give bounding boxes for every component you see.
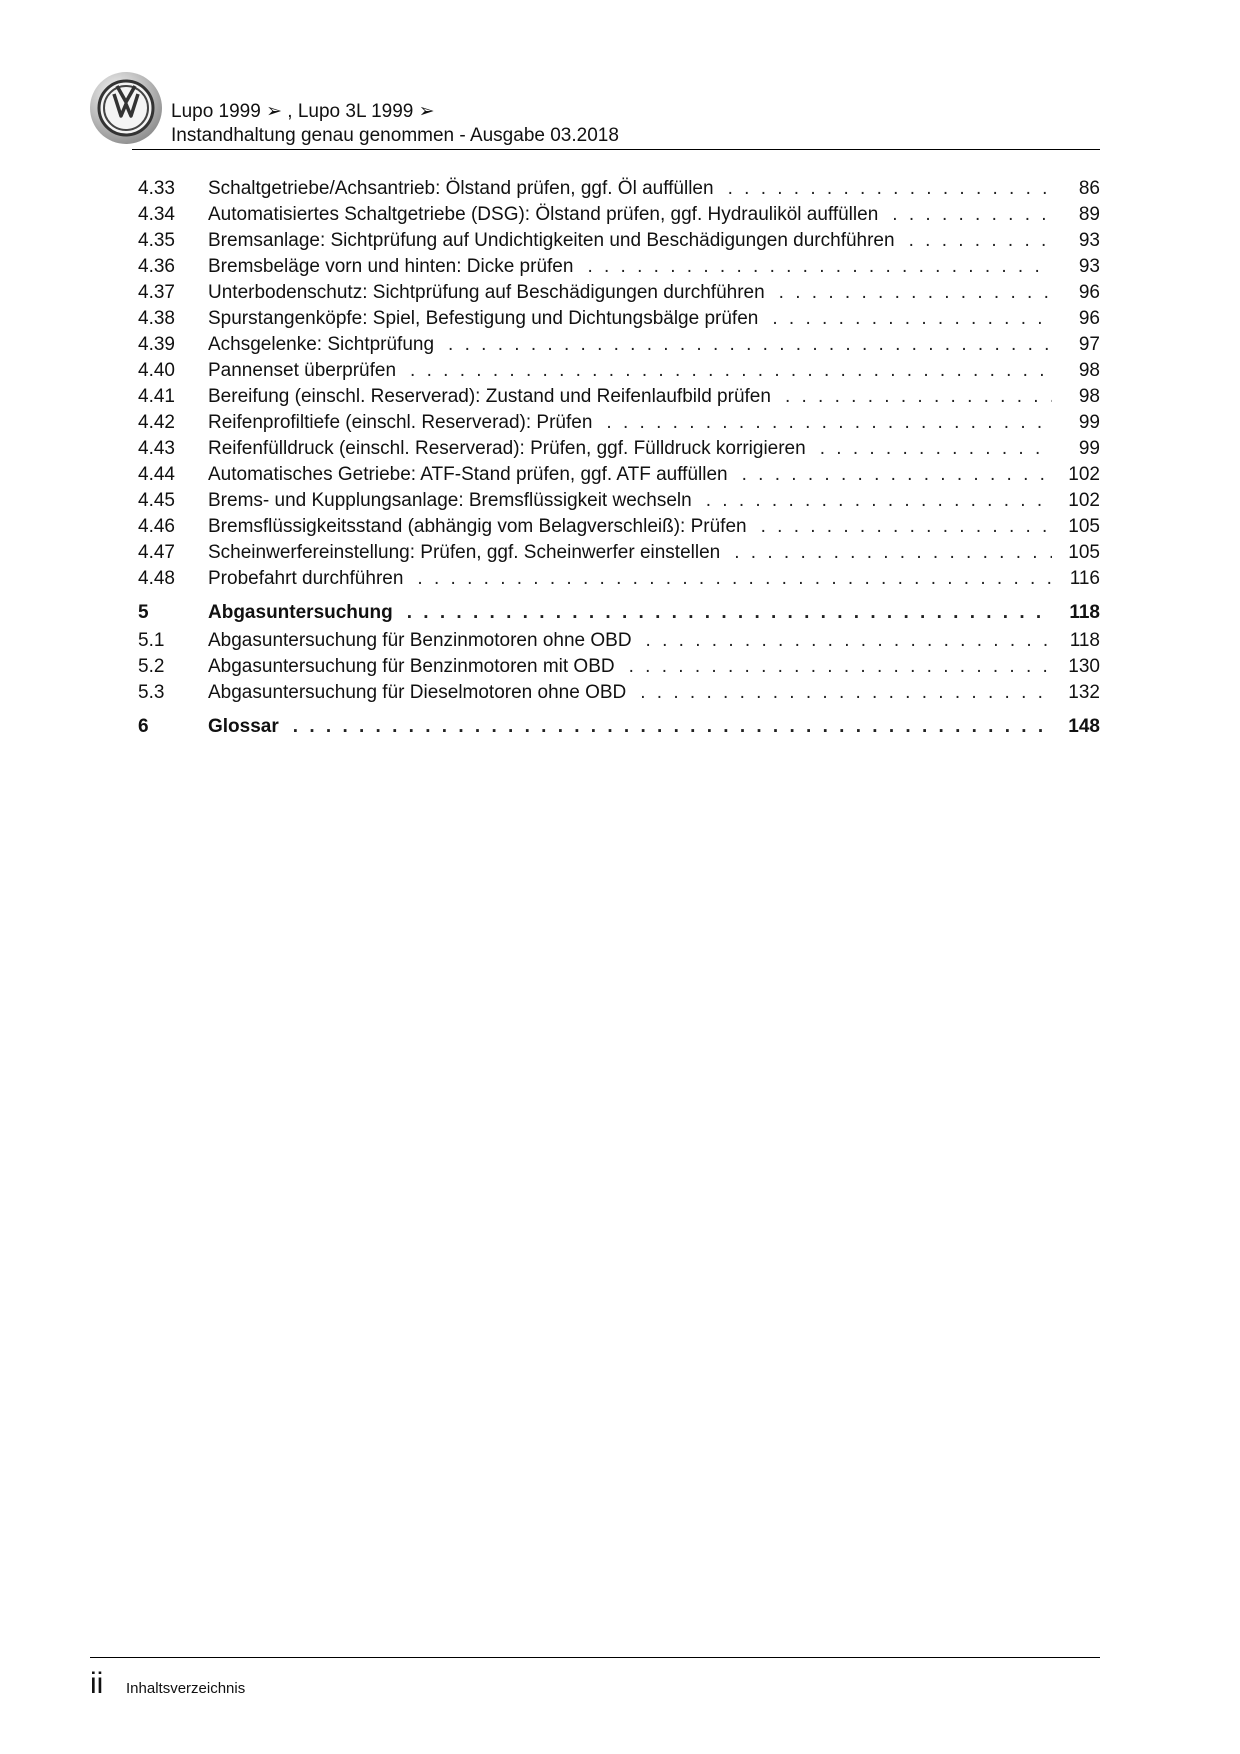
toc-number: 5.3 [138, 682, 165, 703]
toc-dot-leader [646, 628, 1052, 654]
toc-number: 4.44 [138, 464, 175, 485]
toc-number: 5.1 [138, 630, 165, 651]
toc-page-number: 102 [1068, 464, 1100, 485]
toc-entry [208, 384, 1100, 410]
toc-entry [208, 306, 1100, 332]
toc-dot-leader [417, 566, 1052, 592]
toc-page-number: 99 [1078, 412, 1100, 433]
toc-title: Pannenset überprüfen [208, 360, 397, 381]
toc-dot-leader [407, 597, 1052, 628]
toc-entry [208, 654, 1100, 680]
vw-logo-svg [90, 72, 162, 144]
toc-entry [208, 514, 1100, 540]
toc-title: Abgasuntersuchung [208, 602, 393, 623]
vw-logo-icon [90, 72, 162, 144]
toc-title: Brems- und Kupplungsanlage: Bremsflüssigkeit wechseln [208, 490, 692, 511]
toc-number: 5 [138, 602, 149, 623]
toc-entry [208, 436, 1100, 462]
toc-page-number: 118 [1069, 630, 1100, 651]
toc-dot-leader [606, 410, 1052, 436]
toc-title: Reifenfülldruck (einschl. Reserverad): Prüfen, ggf. Fülldruck korrigieren [208, 438, 806, 459]
toc-dot-leader [728, 176, 1052, 202]
toc-title: Reifenprofiltiefe (einschl. Reserverad): Prüfen [208, 412, 593, 433]
toc-page-number: 105 [1068, 516, 1100, 537]
toc-page-number: 93 [1078, 230, 1100, 251]
toc-number: 4.45 [138, 490, 175, 511]
toc-row[interactable] [138, 436, 1100, 462]
toc-entry [208, 566, 1100, 592]
toc-entry [208, 202, 1100, 228]
toc-number: 5.2 [138, 656, 165, 677]
toc-title: Achsgelenke: Sichtprüfung [208, 334, 435, 355]
toc-page-number: 89 [1078, 204, 1100, 225]
toc-title: Schaltgetriebe/Achsantrieb: Ölstand prüfen, ggf. Öl auffüllen [208, 178, 714, 199]
toc-entry [208, 228, 1100, 254]
toc-number: 4.43 [138, 438, 175, 459]
toc-row[interactable] [138, 462, 1100, 488]
toc-row[interactable] [138, 254, 1100, 280]
toc-page-number: 99 [1078, 438, 1100, 459]
toc-title: Automatisiertes Schaltgetriebe (DSG): Ölstand prüfen, ggf. Hydrauliköl auffüllen [208, 204, 879, 225]
footer-divider [90, 1657, 1100, 1658]
toc-page-number: 116 [1069, 568, 1100, 589]
toc-entry [208, 711, 1100, 742]
header-subtitle: Instandhaltung genau genommen - Ausgabe 03.2018 [171, 125, 619, 146]
toc-page-number: 86 [1078, 178, 1100, 199]
header-title: Lupo 1999 ➢ , Lupo 3L 1999 ➢ [171, 101, 435, 122]
toc-page-number: 148 [1068, 716, 1100, 737]
toc-page-number: 93 [1078, 256, 1100, 277]
footer-page-number: ii [90, 1667, 104, 1700]
toc-dot-leader [410, 358, 1052, 384]
toc-row[interactable] [138, 202, 1100, 228]
toc-title: Bremsbeläge vorn und hinten: Dicke prüfen [208, 256, 574, 277]
footer-section-label: Inhaltsverzeichnis [126, 1680, 246, 1697]
toc-title: Probefahrt durchführen [208, 568, 404, 589]
toc-title: Automatisches Getriebe: ATF-Stand prüfen, ggf. ATF auffüllen [208, 464, 728, 485]
toc-dot-leader [779, 280, 1052, 306]
toc-page-number: 132 [1068, 682, 1100, 703]
toc-dot-leader [742, 462, 1052, 488]
toc-title: Bereifung (einschl. Reserverad): Zustand und Reifenlaufbild prüfen [208, 386, 771, 407]
toc-number: 4.37 [138, 282, 175, 303]
toc-page-number: 105 [1068, 542, 1100, 563]
toc-row[interactable] [138, 306, 1100, 332]
toc-title: Abgasuntersuchung für Benzinmotoren mit OBD [208, 656, 615, 677]
toc-number: 4.47 [138, 542, 175, 563]
toc-row[interactable] [138, 488, 1100, 514]
toc-row[interactable] [138, 566, 1100, 592]
toc-row[interactable] [138, 176, 1100, 202]
toc-dot-leader [587, 254, 1052, 280]
toc-chapter-row[interactable] [138, 597, 1100, 628]
toc-title: Spurstangenköpfe: Spiel, Befestigung und Dichtungsbälge prüfen [208, 308, 759, 329]
toc-entry [208, 462, 1100, 488]
toc-dot-leader [772, 306, 1052, 332]
toc-title: Abgasuntersuchung für Benzinmotoren ohne OBD [208, 630, 632, 651]
toc-entry [208, 540, 1100, 566]
toc-title: Glossar [208, 716, 279, 737]
header-divider [132, 149, 1100, 150]
toc-number: 4.34 [138, 204, 175, 225]
toc-title: Abgasuntersuchung für Dieselmotoren ohne OBD [208, 682, 627, 703]
toc-entry [208, 488, 1100, 514]
toc-dot-leader [820, 436, 1052, 462]
toc-entry [208, 358, 1100, 384]
toc-number: 4.39 [138, 334, 175, 355]
toc-entry [208, 254, 1100, 280]
toc-title: Unterbodenschutz: Sichtprüfung auf Beschädigungen durchführen [208, 282, 765, 303]
toc-dot-leader [448, 332, 1052, 358]
toc-page-number: 118 [1069, 602, 1100, 623]
toc-entry [208, 597, 1100, 628]
toc-page-number: 97 [1078, 334, 1100, 355]
toc-dot-leader [706, 488, 1052, 514]
toc-row[interactable] [138, 540, 1100, 566]
toc-entry [208, 410, 1100, 436]
toc-title: Bremsflüssigkeitsstand (abhängig vom Belagverschleiß): Prüfen [208, 516, 747, 537]
toc-number: 6 [138, 716, 149, 737]
toc-chapter-row[interactable] [138, 711, 1100, 742]
toc-dot-leader [293, 711, 1052, 742]
toc-dot-leader [734, 540, 1052, 566]
toc-title: Bremsanlage: Sichtprüfung auf Undichtigkeiten und Beschädigungen durchführen [208, 230, 895, 251]
toc-dot-leader [892, 202, 1052, 228]
toc-dot-leader [785, 384, 1052, 410]
table-of-contents [138, 176, 1100, 742]
toc-entry [208, 332, 1100, 358]
toc-number: 4.33 [138, 178, 175, 199]
toc-row[interactable] [138, 514, 1100, 540]
toc-entry [208, 628, 1100, 654]
toc-row[interactable] [138, 332, 1100, 358]
toc-page-number: 96 [1078, 282, 1100, 303]
toc-number: 4.46 [138, 516, 175, 537]
toc-title: Scheinwerfereinstellung: Prüfen, ggf. Scheinwerfer einstellen [208, 542, 721, 563]
toc-row[interactable] [138, 410, 1100, 436]
toc-number: 4.40 [138, 360, 175, 381]
toc-number: 4.48 [138, 568, 175, 589]
toc-number: 4.35 [138, 230, 175, 251]
toc-number: 4.41 [138, 386, 175, 407]
toc-page-number: 96 [1078, 308, 1100, 329]
toc-row[interactable] [138, 628, 1100, 654]
toc-number: 4.42 [138, 412, 175, 433]
toc-row[interactable] [138, 384, 1100, 410]
toc-dot-leader [629, 654, 1052, 680]
toc-dot-leader [761, 514, 1052, 540]
toc-entry [208, 176, 1100, 202]
toc-page-number: 130 [1068, 656, 1100, 677]
toc-row[interactable] [138, 280, 1100, 306]
toc-row[interactable] [138, 358, 1100, 384]
toc-dot-leader [909, 228, 1052, 254]
toc-entry [208, 280, 1100, 306]
toc-page-number: 98 [1078, 360, 1100, 381]
toc-number: 4.38 [138, 308, 175, 329]
toc-page-number: 98 [1078, 386, 1100, 407]
toc-row[interactable] [138, 228, 1100, 254]
toc-page-number: 102 [1068, 490, 1100, 511]
toc-number: 4.36 [138, 256, 175, 277]
toc-entry [208, 680, 1100, 706]
toc-row[interactable] [138, 654, 1100, 680]
toc-row[interactable] [138, 680, 1100, 706]
toc-dot-leader [640, 680, 1052, 706]
